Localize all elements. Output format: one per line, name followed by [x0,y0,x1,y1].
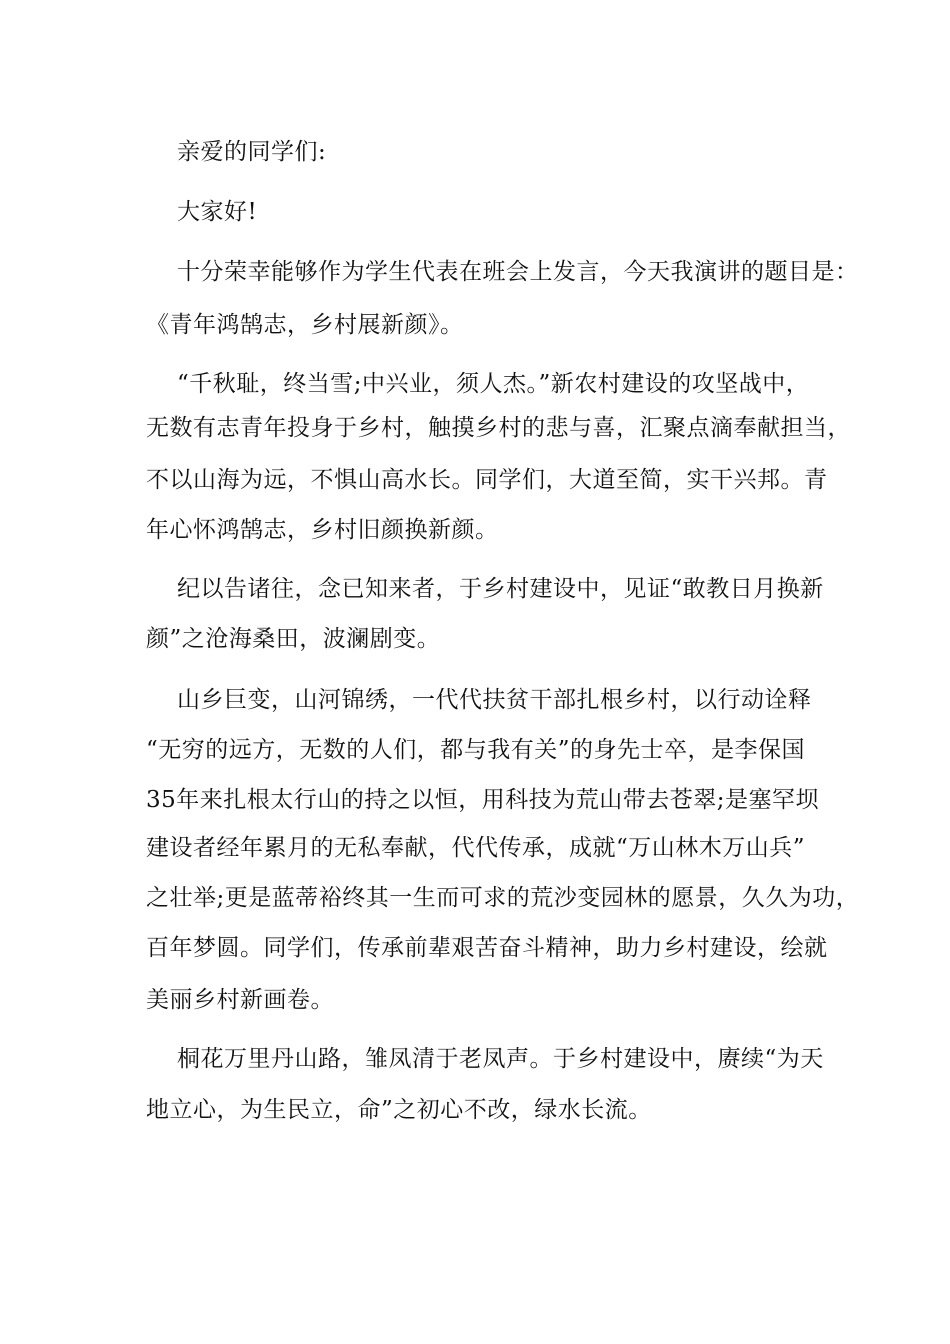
hello-line: 大家好! [177,199,258,225]
text-line: 无数有志青年投身于乡村，触摸乡村的悲与喜，汇聚点滴奉献担当， [146,415,851,441]
text-line: 之壮举;更是蓝蒂裕终其一生而可求的荒沙变园林的愿景，久久为功， [146,885,860,911]
text-line: 纪以告诸往，念已知来者，于乡村建设中，见证“敢教日月换新 [177,576,824,602]
text-line: “千秋耻，终当雪;中兴业，须人杰。”新农村建设的攻坚战中， [177,371,810,397]
text-line: 美丽乡村新画卷。 [146,987,334,1013]
text-line: 地立心，为生民立，命”之初心不改，绿水长流。 [146,1097,652,1123]
text-line: 颜”之沧海桑田，波澜剧变。 [146,626,441,652]
text-line: 《青年鸿鹄志，乡村展新颜》。 [146,312,464,338]
text-line: 不以山海为远，不惧山高水长。同学们，大道至简，实干兴邦。青 [146,467,828,493]
text-line: 百年梦圆。同学们，传承前辈艰苦奋斗精神，助力乡村建设，绘就 [146,935,828,961]
greeting-line: 亲爱的同学们: [177,139,327,165]
text-line: 建设者经年累月的无私奉献，代代传承，成就“万山林木万山兵” [146,835,806,861]
text-line: 35年来扎根太行山的持之以恒，用科技为荒山带去苍翠;是塞罕坝 [146,787,820,813]
text-line: 山乡巨变，山河锦绣，一代代扶贫干部扎根乡村，以行动诠释 [177,687,812,713]
text-line: “无穷的远方，无数的人们，都与我有关”的身先士卒，是李保国 [146,737,806,763]
text-line: 十分荣幸能够作为学生代表在班会上发言，今天我演讲的题目是： [177,259,859,285]
text-line: 桐花万里丹山路，雏凤清于老凤声。于乡村建设中，赓续“为天 [177,1046,824,1072]
text-line: 年心怀鸿鹄志，乡村旧颜换新颜。 [146,517,499,543]
